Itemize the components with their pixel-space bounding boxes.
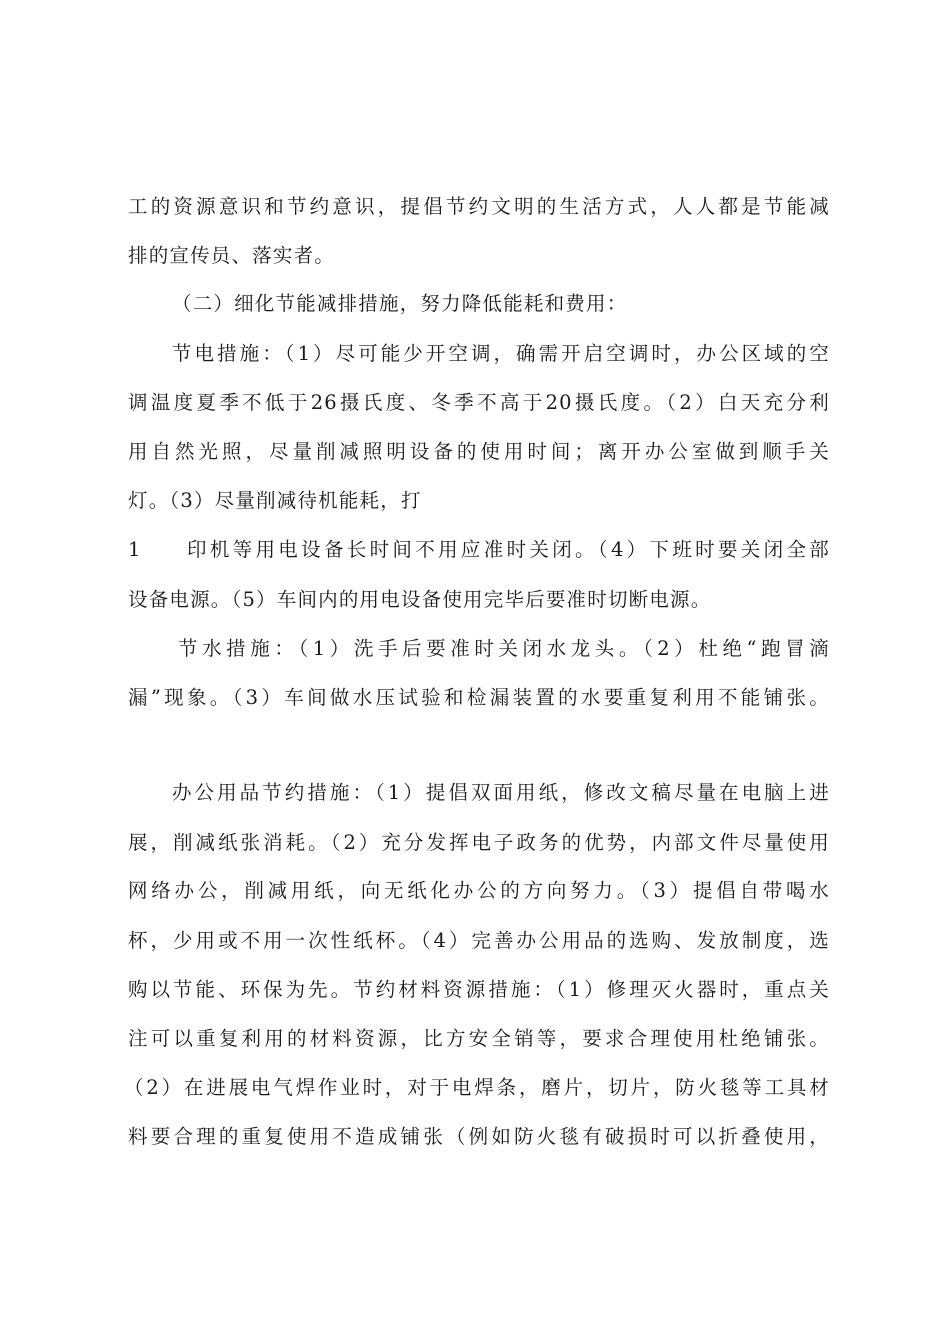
text-line: 料要合理的重复使用不造成铺张（例如防火毯有破损时可以折叠使用， <box>128 1125 830 1148</box>
text-line: 节电措施：（1）尽可能少开空调，确需开启空调时，办公区域的空 <box>172 342 830 365</box>
text-line: 杯，少用或不用一次性纸杯。（4）完善办公用品的选购、发放制度，选 <box>128 929 830 952</box>
text-line: 印机等用电设备长时间不用应准时关闭。（4）下班时要关闭全部 <box>187 538 830 561</box>
text-line: （2）在进展电气焊作业时，对于电焊条，磨片，切片，防火毯等工具材 <box>124 1076 830 1099</box>
text-line: 展，削减纸张消耗。（2）充分发挥电子政务的优势，内部文件尽量使用 <box>128 831 830 854</box>
text-line: 漏”现象。（3）车间做水压试验和检漏装置的水要重复利用不能铺张。 <box>128 686 830 709</box>
text-line: 办公用品节约措施：（1）提倡双面用纸，修改文稿尽量在电脑上进 <box>172 781 830 804</box>
section-heading: （二）细化节能减排措施，努力降低能耗和费用： <box>172 292 628 315</box>
text-line: 工的资源意识和节约意识，提倡节约文明的生活方式，人人都是节能减 <box>128 195 830 218</box>
text-line: 节水措施：（1）洗手后要准时关闭水龙头。（2）杜绝“跑冒滴 <box>178 637 830 660</box>
text-line: 设备电源。（5）车间内的用电设备使用完毕后要准时切断电源。 <box>128 588 712 611</box>
text-line: 网络办公，削减用纸，向无纸化办公的方向努力。（3）提倡自带喝水 <box>128 879 830 902</box>
text-line: 灯。（3）尽量削减待机能耗，打 <box>128 489 422 512</box>
text-line: 购以节能、环保为先。节约材料资源措施：（1）修理灭火器时，重点关 <box>128 978 830 1001</box>
text-line: 用自然光照，尽量削减照明设备的使用时间；离开办公室做到顺手关 <box>128 440 830 463</box>
text-line: 注可以重复利用的材料资源，比方安全销等，要求合理使用杜绝铺张。 <box>128 1027 830 1050</box>
text-line: 排的宣传员、落实者。 <box>128 244 336 267</box>
page-number: 1 <box>128 538 141 561</box>
text-line: 调温度夏季不低于26摄氏度、冬季不高于20摄氏度。（2）白天充分利 <box>128 391 830 414</box>
